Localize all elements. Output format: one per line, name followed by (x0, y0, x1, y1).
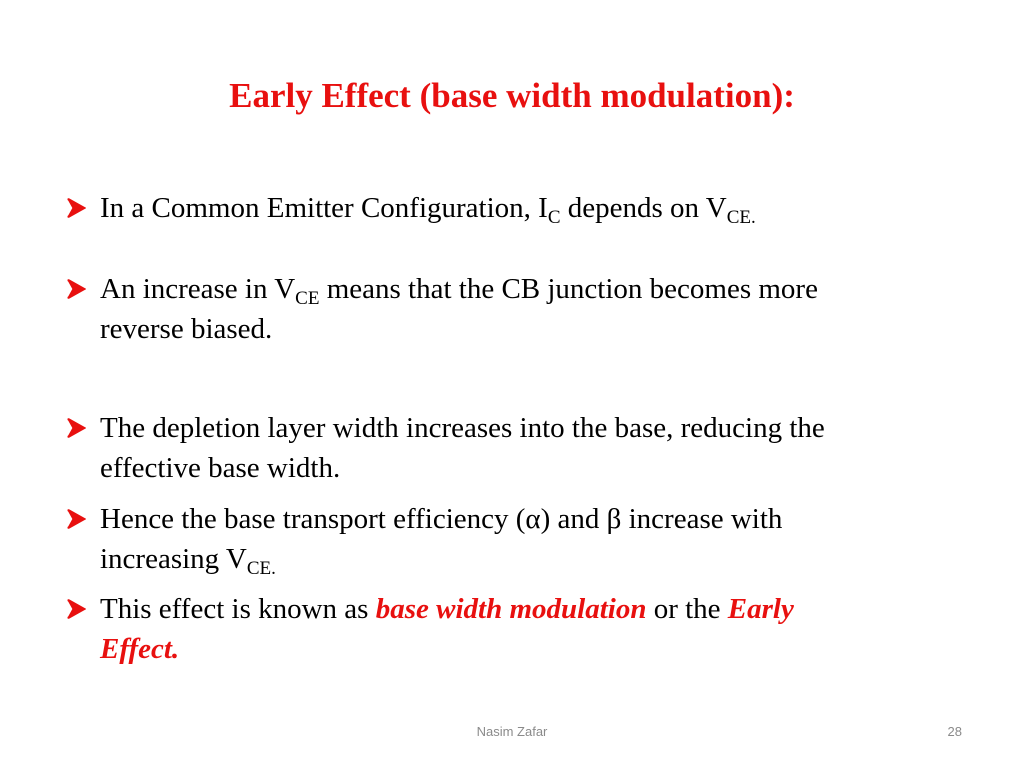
subscript: C (547, 207, 561, 228)
bullet-line: effective base width. (100, 452, 341, 484)
slide-title: Early Effect (base width modulation): (229, 76, 795, 115)
bullet-line: The depletion layer width increases into the base, reducing the (100, 412, 825, 444)
arrowhead-bullet-icon (66, 499, 100, 539)
arrowhead-bullet-icon (66, 269, 100, 309)
bullet-item (66, 269, 966, 349)
arrowhead-bullet-icon (66, 408, 100, 448)
emphasis-text: Effect. (100, 633, 180, 665)
bullet-text-part: or the (646, 593, 728, 625)
bullet-text (100, 188, 756, 228)
bullet-text (100, 499, 782, 579)
bullet-line: Hence the base transport efficiency (α) and β increase with (100, 503, 783, 535)
bullet-text-part: increasing V (100, 543, 247, 575)
bullet-text (100, 408, 825, 488)
page-number: 28 (947, 724, 962, 739)
bullet-line (100, 269, 818, 309)
subscript: CE (295, 288, 320, 309)
bullet-line (100, 539, 782, 579)
bullet-text-part: In a Common Emitter Configuration, I (100, 192, 548, 224)
bullet-text-part: An increase in V (100, 273, 296, 305)
footer-author: Nasim Zafar (476, 724, 548, 739)
bullet-item (66, 188, 966, 228)
bullet-line: reverse biased. (100, 313, 273, 345)
bullet-item (66, 499, 966, 579)
arrowhead-bullet-icon (66, 188, 100, 228)
bullet-text (100, 269, 818, 349)
subscript: CE. (726, 207, 756, 228)
bullet-item (66, 589, 966, 669)
arrowhead-bullet-icon (66, 589, 100, 629)
emphasis-text: base width modulation (375, 593, 647, 625)
emphasis-text: Early (727, 593, 794, 625)
bullet-line (100, 629, 794, 669)
bullet-line (100, 188, 756, 228)
subscript: CE. (246, 558, 276, 579)
bullet-text (100, 589, 794, 669)
bullet-text-part: depends on V (560, 192, 727, 224)
bullet-item (66, 408, 966, 488)
bullet-text-part: means that the CB junction becomes more (319, 273, 818, 305)
bullet-line (100, 589, 794, 629)
bullet-text-part: This effect is known as (100, 593, 376, 625)
